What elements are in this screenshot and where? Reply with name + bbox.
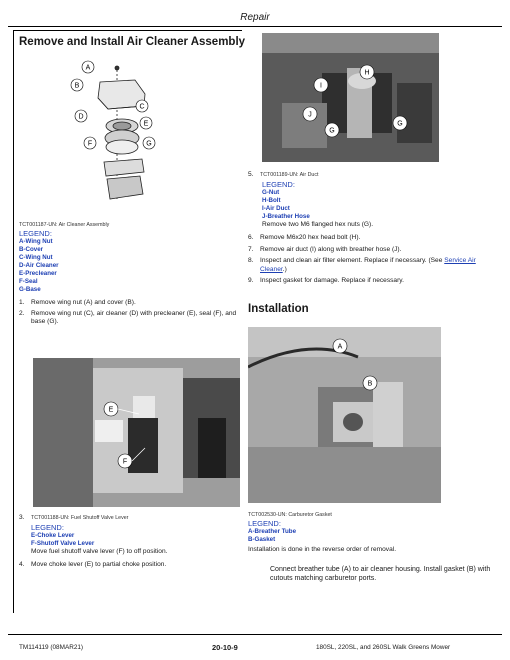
carburetor-gasket-photo	[248, 327, 441, 503]
callout-d: D	[78, 113, 84, 121]
step-item: 2. Remove wing nut (C), air cleaner (D) with precleaner (E), seal (F), and base (G).	[19, 309, 237, 325]
air-duct-photo	[262, 33, 439, 162]
section-title: Remove and Install Air Cleaner Assembly	[19, 36, 246, 48]
footer-document-id: TM114119 (08MAR21)	[19, 644, 84, 651]
legend-item: E-Precleaner	[19, 270, 57, 277]
callout-e: E	[143, 120, 149, 128]
legend-item: H-Bolt	[262, 196, 281, 204]
callout-i: I	[320, 82, 322, 90]
step-item: 7. Remove air duct (I) along with breather hose (J).	[248, 245, 402, 253]
legend-item: B-Gasket	[248, 536, 276, 543]
step-item: 4. Move choke lever (E) to partial choke position.	[19, 561, 167, 568]
callout-c: C	[139, 103, 145, 111]
left-column-top-rule	[13, 30, 242, 31]
installation-title: Installation	[248, 303, 309, 315]
figure4-legend-title: LEGEND:	[248, 519, 281, 528]
callout-g: G	[329, 127, 335, 135]
step-item: 8. Inspect and clean air filter element. Replace if necessary. (See Service Air Cleaner.)	[248, 257, 476, 273]
legend-item: F-Seal	[19, 278, 38, 285]
callout-f: F	[122, 458, 128, 466]
figure4-caption: TCT002530-UN: Carburetor Gasket	[248, 512, 332, 518]
legend-item: E-Choke Lever	[31, 531, 75, 539]
callout-g: G	[146, 140, 152, 148]
figure1-legend	[19, 238, 59, 294]
legend-item: A-Wing Nut	[19, 238, 53, 245]
step3-text: Move fuel shutoff valve lever (F) to off position.	[31, 547, 168, 555]
step-item: 1. Remove wing nut (A) and cover (B).	[19, 299, 136, 306]
step5-block	[248, 171, 498, 229]
header-rule	[8, 26, 502, 27]
steps-continued	[248, 234, 500, 286]
page-header-title: Repair	[240, 12, 270, 23]
figure3-legend-title: LEGEND:	[262, 179, 295, 189]
callout-h: H	[364, 69, 370, 77]
service-air-cleaner-link[interactable]: Service Air Cleaner	[260, 257, 476, 273]
figure4-legend	[248, 528, 296, 544]
callout-b: B	[74, 82, 80, 90]
figure2-legend-title: LEGEND:	[31, 522, 64, 532]
step-number: 3.	[19, 514, 25, 521]
footer-page-number: 20-10-9	[212, 643, 238, 652]
figure3-caption: TCT001189-UN: Air Duct	[260, 172, 319, 178]
callout-b: B	[367, 380, 373, 388]
legend-item: D-Air Cleaner	[19, 262, 59, 269]
legend-item: G-Base	[19, 286, 41, 293]
legend-item: G-Nut	[262, 188, 280, 196]
figure1-legend-title: LEGEND:	[19, 229, 52, 238]
step5-text: Remove two M6 flanged hex nuts (G).	[262, 220, 374, 228]
step3-block	[19, 514, 241, 556]
callout-f: F	[87, 140, 93, 148]
fuel-shutoff-photo	[33, 358, 240, 507]
callout-j: J	[308, 111, 312, 119]
step-number: 5.	[248, 171, 254, 178]
legend-item: C-Wing Nut	[19, 254, 53, 261]
figure2-caption: TCT001188-UN: Fuel Shutoff Valve Lever	[31, 515, 129, 521]
callout-g: G	[397, 120, 403, 128]
footer-product-name: 180SL, 220SL, and 260SL Walk Greens Mower	[316, 644, 451, 651]
callout-a: A	[85, 64, 91, 72]
callout-a: A	[337, 343, 343, 351]
installation-note: Installation is done in the reverse order of removal.	[248, 546, 397, 553]
legend-item: J-Breather Hose	[262, 212, 310, 220]
left-column-border	[13, 30, 14, 613]
air-cleaner-assembly-drawing	[60, 54, 175, 209]
legend-item: A-Breather Tube	[248, 528, 297, 535]
step-item: 6. Remove M6x20 hex head bolt (H).	[248, 234, 361, 241]
legend-item: B-Cover	[19, 246, 44, 253]
callout-e: E	[108, 406, 114, 414]
installation-closing-text: Connect breather tube (A) to air cleaner housing. Install gasket (B) with cutouts matching carburetor ports.	[270, 566, 491, 582]
steps-removal	[19, 299, 241, 327]
legend-item: F-Shutoff Valve Lever	[31, 539, 95, 547]
step-item: 9. Inspect gasket for damage. Replace if necessary.	[248, 277, 404, 284]
legend-item: I-Air Duct	[262, 204, 290, 212]
figure1-caption: TCT001187-UN: Air Cleaner Assembly	[19, 222, 110, 228]
footer-rule	[8, 634, 502, 635]
